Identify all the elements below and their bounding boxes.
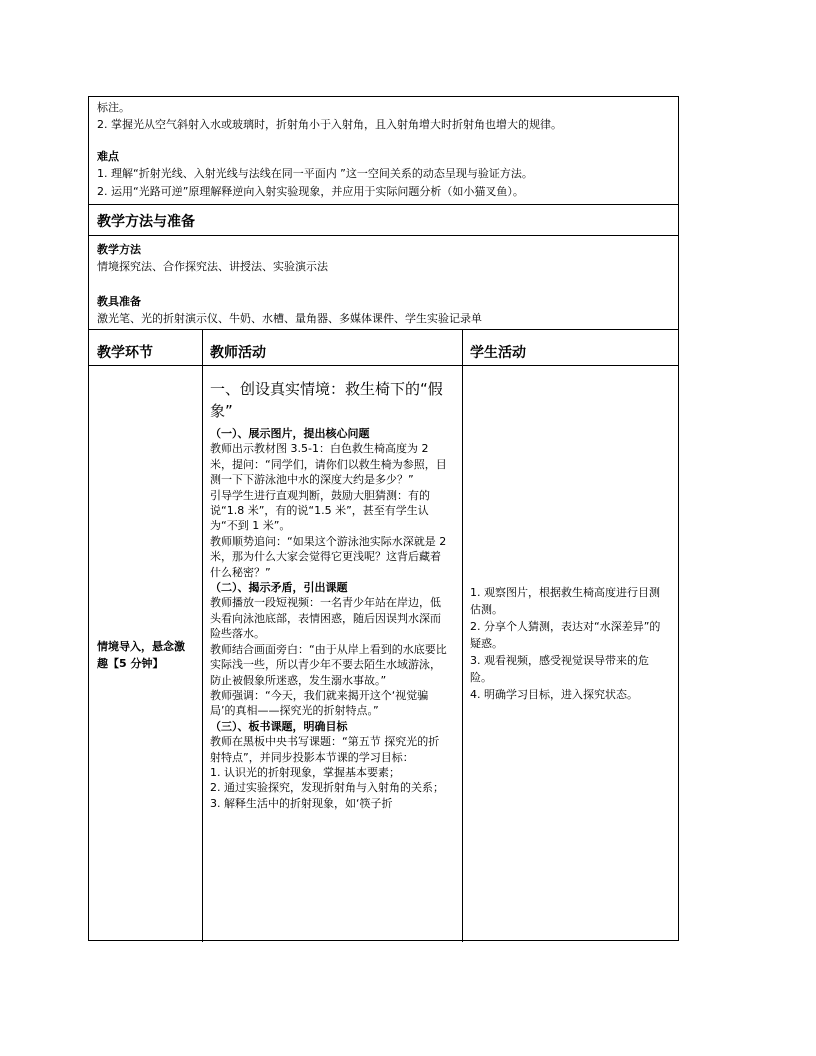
goal-1: 1. 认识光的折射现象，掌握基本要素； <box>210 765 400 779</box>
paragraph-7: 教师在黑板中央书写课题：“第五节 探究光的折射特点”，并同步投影本节课的学习目标： <box>210 735 440 764</box>
goal-2: 2. 通过实验探究，发现折射角与入射角的关系； <box>210 781 444 795</box>
student-item-1: 1. 观察图片，根据救生椅高度进行目测估测。 <box>470 586 660 616</box>
difficulty-1: 1. 理解“折射光线、入射光线与法线在同一平面内 ”这一空间关系的动态呈现与验证方法。 <box>97 167 533 180</box>
column-divider-2 <box>462 329 463 942</box>
paragraph-6: 教师强调：“今天，我们就来揭开这个‘视觉骗局’的真相——探究光的折射特点。” <box>210 688 429 718</box>
column-divider-1 <box>202 329 203 942</box>
methods-heading: 教学方法 <box>97 243 141 256</box>
subheading-3: （三）、板书课题，明确目标 <box>210 719 348 733</box>
difficulty-heading: 难点 <box>97 150 119 163</box>
activity-title: 一、创设真实情境：救生椅下的“假象” <box>210 380 443 420</box>
divider-table-header <box>89 329 678 330</box>
header-student: 学生活动 <box>470 345 526 361</box>
subheading-2: （二）、揭示矛盾，引出课题 <box>210 581 348 595</box>
student-item-4: 4. 明确学习目标，进入探究状态。 <box>470 688 638 701</box>
paragraph-1: 教师出示教材图 3.5-1：白色救生椅高度为 2 米，提问：“同学们，请你们以救生椅为参照，目测一下下游泳池中水的深度大约是多少？” <box>210 442 447 487</box>
methods-text: 情境探究法、合作探究法、讲授法、实验演示法 <box>97 260 328 273</box>
key-point-2: 2. 掌握光从空气斜射入水或玻璃时，折射角小于入射角，且入射角增大时折射角也增大的规律。 <box>97 118 562 131</box>
goal-3: 3. 解释生活中的折射现象，如‘筷子折 <box>210 796 393 810</box>
student-item-3: 3. 观看视频，感受视觉误导带来的危险。 <box>470 654 649 684</box>
phase-cell: 情境导入，悬念激趣【5 分钟】 <box>97 640 185 670</box>
divider-methods-title <box>89 235 678 236</box>
divider-header-bottom <box>89 365 678 366</box>
subheading-1: （一）、展示图片，提出核心问题 <box>210 427 370 440</box>
divider-methods <box>89 204 678 205</box>
header-phase: 教学环节 <box>97 345 153 361</box>
teacher-activity-cell <box>210 378 448 811</box>
paragraph-2: 引导学生进行直观判断，鼓励大胆猜测：有的说“1.8 米”，有的说“1.5 米”，甚至有学生认为“不到 1 米”。 <box>210 488 430 533</box>
paragraph-5: 教师结合画面旁白：“由于从岸上看到的水底要比实际浅一些，所以青少年不要去陌生水域游泳，防止被假象所迷惑，发生溺水事故。” <box>210 642 447 687</box>
lesson-plan-table <box>88 96 679 941</box>
paragraph-3: 教师顺势追问：“如果这个游泳池实际水深就是 2 米，那为什么大家会觉得它更浅呢？这背后藏着什么秘密？” <box>210 534 447 579</box>
student-activity-cell <box>470 584 670 703</box>
methods-section-title: 教学方法与准备 <box>97 214 195 230</box>
paragraph-4: 教师播放一段短视频：一名青少年站在岸边，低头看向泳池底部，表情困惑，随后因误判水深而险些落水。 <box>210 596 441 641</box>
difficulty-2: 2. 运用“光路可逆”原理解释逆向入射实验现象，并应用于实际问题分析（如小猫叉鱼）。 <box>97 185 524 198</box>
header-teacher: 教师活动 <box>210 345 266 361</box>
student-item-2: 2. 分享个人猜测，表达对“水深差异”的疑惑。 <box>470 620 661 650</box>
tools-text: 激光笔、光的折射演示仪、牛奶、水槽、量角器、多媒体课件、学生实验记录单 <box>97 312 482 325</box>
continued-line: 标注。 <box>97 101 130 114</box>
tools-heading: 教具准备 <box>97 295 141 308</box>
